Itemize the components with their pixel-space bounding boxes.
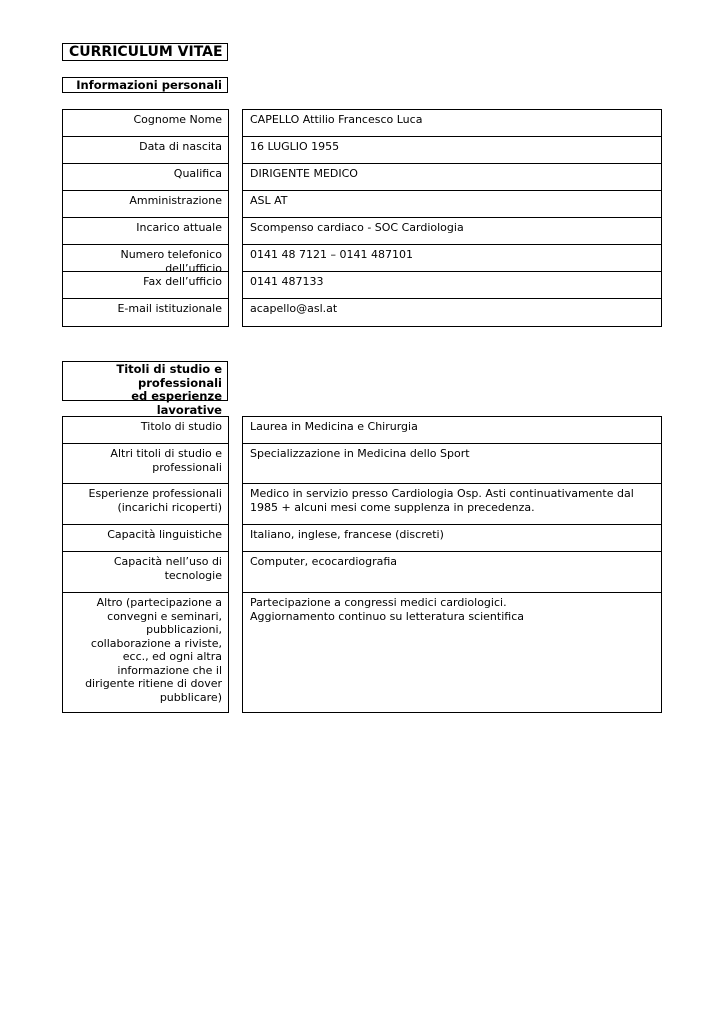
field-label-titolo [62, 416, 229, 444]
field-value-amministrazione: ASL AT [242, 190, 662, 218]
section-heading-studies-line3: ed esperienze lavorative [131, 389, 222, 417]
field-value-altro [242, 592, 662, 713]
field-value-esperienze-line2: 1985 + alcuni mesi come supplenza in precedenza. [250, 500, 535, 514]
field-label-altro [62, 592, 229, 713]
field-label-birthdate: Data di nascita [62, 136, 229, 164]
field-label-altro-line2: convegni e seminari, [107, 609, 222, 623]
field-label-altro-line6: informazione che il [117, 663, 222, 677]
field-value-incarico: Scompenso cardiaco - SOC Cardiologia [242, 217, 662, 245]
field-value-phone: 0141 48 7121 – 0141 487101 [242, 244, 662, 272]
field-label-phone-line1: Numero telefonico [120, 248, 222, 261]
field-value-qualifica: DIRIGENTE MEDICO [242, 163, 662, 191]
field-label-amministrazione: Amministrazione [62, 190, 229, 218]
field-value-altri-titoli-line1: Specializzazione in Medicina dello Sport [250, 447, 470, 460]
section-heading-personal: Informazioni personali [62, 77, 228, 93]
field-label-altro-line3: pubblicazioni, [146, 623, 222, 636]
field-label-name: Cognome Nome [62, 109, 229, 137]
field-value-birthdate: 16 LUGLIO 1955 [242, 136, 662, 164]
field-label-altro-line8: pubblicare) [159, 690, 222, 704]
field-value-fax: 0141 487133 [242, 271, 662, 299]
field-value-titolo [242, 416, 662, 444]
field-value-tecnologie [242, 551, 662, 593]
field-label-tecnologie-line1: Capacità nell’uso di [113, 555, 222, 568]
field-label-lingue [62, 524, 229, 552]
field-value-titolo-line1: Laurea in Medicina e Chirurgia [250, 420, 418, 433]
field-value-name: CAPELLO Attilio Francesco Luca [242, 109, 662, 137]
field-value-altro-line1: Partecipazione a congressi medici cardiologici. [250, 596, 507, 609]
section-heading-studies-line2: professionali [138, 375, 222, 390]
field-label-fax: Fax dell’ufficio [62, 271, 229, 299]
section-heading-studies-line1: Titoli di studio e [116, 362, 222, 376]
field-label-titolo-line1: Titolo di studio [140, 420, 222, 433]
field-value-tecnologie-line1: Computer, ecocardiografia [250, 555, 398, 568]
field-label-altri-titoli [62, 443, 229, 484]
field-label-tecnologie [62, 551, 229, 593]
field-label-altri-titoli-line1: Altri titoli di studio e [110, 447, 222, 460]
field-label-altri-titoli-line2: professionali [152, 460, 222, 474]
field-label-incarico: Incarico attuale [62, 217, 229, 245]
field-label-altro-line1: Altro (partecipazione a [96, 596, 222, 609]
field-label-lingue-line1: Capacità linguistiche [107, 528, 222, 541]
field-value-altri-titoli [242, 443, 662, 484]
field-label-altro-line5: ecc., ed ogni altra [122, 650, 222, 663]
page-title: CURRICULUM VITAE [62, 43, 228, 61]
field-label-esperienze [62, 483, 229, 525]
field-value-lingue [242, 524, 662, 552]
field-label-tecnologie-line2: tecnologie [164, 568, 222, 582]
field-label-phone-line2: dell’ufficio [165, 261, 222, 275]
field-label-email: E-mail istituzionale [62, 298, 229, 327]
field-value-email: acapello@asl.at [242, 298, 662, 327]
field-value-esperienze-line1: Medico in servizio presso Cardiologia Osp. Asti continuativamente dal [250, 487, 634, 500]
section-heading-studies [62, 361, 228, 417]
field-label-qualifica: Qualifica [62, 163, 229, 191]
field-label-esperienze-line2: (incarichi ricoperti) [117, 500, 222, 514]
field-value-altro-line2: Aggiornamento continuo su letteratura scientifica [250, 609, 524, 623]
field-label-phone [62, 244, 229, 275]
field-label-altro-line7: dirigente ritiene di dover [85, 677, 222, 690]
field-value-lingue-line1: Italiano, inglese, francese (discreti) [250, 528, 444, 541]
field-label-altro-line4: collaborazione a riviste, [90, 636, 222, 650]
field-value-esperienze [242, 483, 662, 525]
field-label-esperienze-line1: Esperienze professionali [88, 487, 222, 500]
